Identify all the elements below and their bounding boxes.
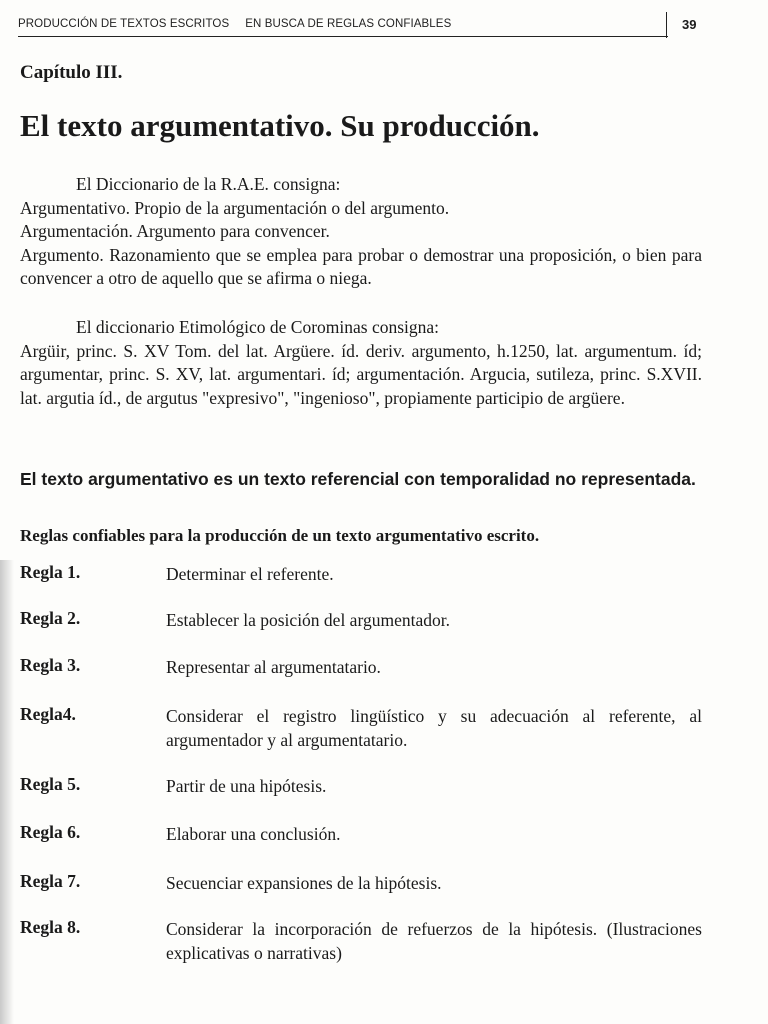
- rules-heading: Reglas confiables para la producción de un texto argumentativo escrito.: [20, 526, 540, 545]
- corominas-intro: El diccionario Etimológico de Corominas consigna:: [76, 317, 440, 337]
- rae-line-argumentacion: Argumentación. Argumento para convencer.: [20, 221, 330, 241]
- running-header-left: PRODUCCIÓN DE TEXTOS ESCRITOS: [18, 18, 230, 30]
- page-number: 39: [682, 17, 697, 32]
- corominas-definitions: [20, 316, 702, 410]
- rule-text: Considerar la incorporación de refuerzos de la hipótesis. (Ilustraciones explicativas o narrativas): [166, 919, 702, 963]
- rule-label: Regla 6.: [20, 822, 81, 842]
- rule-text: Considerar el registro lingüístico y su adecuación al referente, al argumentador y al argumentatario.: [166, 706, 702, 750]
- rule-label: Regla 7.: [20, 871, 81, 891]
- rule-text: Secuenciar expansiones de la hipótesis.: [166, 873, 442, 893]
- rule-text: Determinar el referente.: [166, 564, 334, 584]
- rule-text: Establecer la posición del argumentador.: [166, 610, 450, 630]
- rule-label: Regla 1.: [20, 562, 81, 582]
- rae-line-argumentativo: Argumentativo. Propio de la argumentación o del argumento.: [20, 197, 450, 218]
- binding-shadow: [0, 560, 14, 1024]
- corominas-body: Argüir, princ. S. XV Tom. del lat. Argüere. íd. deriv. argumento, h.1250, lat. argumentum. íd; argumentar, princ. S. XV, lat. argumentari. íd; argumentación. Arguciа, sutileza, princ. S.XVII. lat. argutia íd., de argutus "expresivo", "ingenioso", propiamente participio de argüere.: [20, 340, 702, 408]
- rule-text: Partir de una hipótesis.: [166, 776, 327, 796]
- rae-line-argumento: Argumento. Razonamiento que se emplea para probar o demostrar una proposición, o bien para convencer a otro de aquello que se afirma o niega.: [20, 244, 702, 288]
- running-header-right: EN BUSCA DE REGLAS CONFIABLES: [245, 18, 452, 30]
- rule-label: Regla 8.: [20, 917, 81, 937]
- rule-label: Regla 2.: [20, 608, 81, 628]
- rule-label: Regla 5.: [20, 774, 81, 794]
- rule-label: Regla 3.: [20, 655, 81, 675]
- rae-intro: El Diccionario de la R.A.E. consigna:: [76, 174, 341, 194]
- chapter-label: Capítulo III.: [20, 62, 123, 83]
- running-header: [18, 18, 668, 37]
- rae-definitions: [20, 173, 702, 291]
- header-divider: [666, 12, 667, 38]
- definition-heading: El texto argumentativo es un texto referencial con temporalidad no representada.: [20, 469, 696, 489]
- rule-label: Regla4.: [20, 704, 76, 724]
- rule-text: Elaborar una conclusión.: [166, 824, 341, 844]
- rule-text: Representar al argumentatario.: [166, 657, 381, 677]
- page-title: El texto argumentativo. Su producción.: [20, 108, 540, 143]
